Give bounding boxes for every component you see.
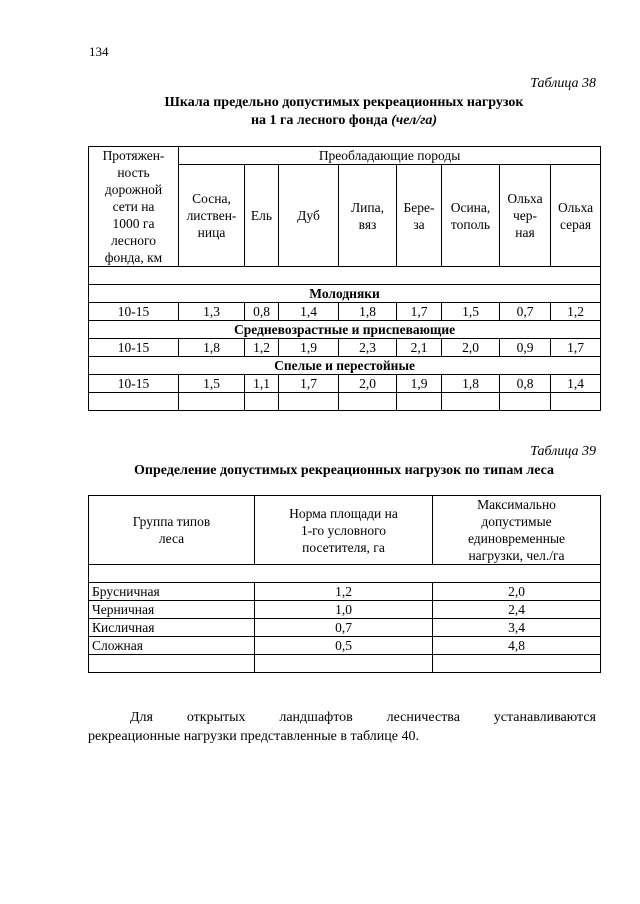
species-label-line: Ель <box>250 208 273 223</box>
section-header-row <box>89 321 601 339</box>
species-label <box>400 199 438 233</box>
value-cell: 1,8 <box>339 303 397 321</box>
section-header-row <box>89 285 601 303</box>
column-header-text-line: 1-го условного <box>300 522 387 538</box>
value-cell: 2,0 <box>433 583 601 601</box>
row-header-text-line: Протяжен- <box>102 148 165 163</box>
species-label-line: ница <box>197 225 226 240</box>
table-row <box>89 375 601 393</box>
row-header-text-line: лесного <box>111 233 156 248</box>
row-header-text-line: дорожной <box>104 182 163 197</box>
row-header-text-line: 1000 га <box>112 216 155 231</box>
value-cell: 1,4 <box>279 303 339 321</box>
row-header-text-line: сети на <box>112 199 155 214</box>
column-header-text-line: единовременные <box>467 531 566 546</box>
species-label-line: Осина, <box>450 199 491 215</box>
table-38 <box>88 146 601 411</box>
value-cell: 1,1 <box>245 375 279 393</box>
row-header-cell <box>89 147 179 267</box>
value-cell: 0,9 <box>500 339 551 357</box>
section-header-row <box>89 357 601 375</box>
species-label-line: Сосна, <box>192 191 231 206</box>
paragraph-word: Для <box>130 710 153 725</box>
species-label-line: чер- <box>512 208 538 223</box>
value-cell: 1,5 <box>442 303 500 321</box>
table-row <box>89 303 601 321</box>
species-label <box>342 199 393 233</box>
table-row <box>89 619 601 637</box>
column-header <box>255 496 433 565</box>
value-cell: 1,8 <box>442 375 500 393</box>
value-cell: 2,4 <box>433 601 601 619</box>
column-header-text-line: допустимые <box>481 514 552 529</box>
value-cell: 0,5 <box>255 637 433 655</box>
section-name: Молодняки <box>89 285 601 303</box>
species-header <box>179 165 245 267</box>
species-header <box>245 165 279 267</box>
species-label <box>445 199 496 233</box>
value-cell: 2,0 <box>442 339 500 357</box>
value-cell: 2,0 <box>339 375 397 393</box>
spacer-row <box>89 267 601 285</box>
table-row <box>89 601 601 619</box>
column-header-text-line: посетителя, га <box>302 539 385 555</box>
species-header <box>397 165 442 267</box>
range-cell: 10-15 <box>89 375 179 393</box>
spacer-row <box>89 565 601 583</box>
table-row <box>89 339 601 357</box>
value-cell: 1,7 <box>551 339 601 357</box>
species-header <box>279 165 339 267</box>
group-header-cell: Преобладающие породы <box>179 147 601 165</box>
table-39-title: Определение допустимых рекреационных нагрузок по типам леса <box>134 463 554 478</box>
value-cell: 0,7 <box>255 619 433 637</box>
species-label-line: вяз <box>358 216 377 232</box>
species-label <box>282 207 335 224</box>
species-label <box>248 207 275 224</box>
column-header-text <box>436 496 597 564</box>
value-cell: 1,2 <box>255 583 433 601</box>
paragraph-word: открытых <box>186 710 246 725</box>
row-header-text <box>92 147 175 266</box>
paragraph-word: ландшафтов <box>279 710 353 725</box>
value-cell: 1,9 <box>397 375 442 393</box>
section-name: Средневозрастные и приспевающие <box>89 321 601 339</box>
table-39-caption: Таблица 39 <box>530 444 596 459</box>
species-label-line: Липа, <box>351 199 384 215</box>
body-paragraph: Для открытых ландшафтов лесничества устанавливаются рекреационные нагрузки представленные в таблице 40. <box>88 710 596 744</box>
species-label-line: серая <box>559 216 592 232</box>
row-header-text-line: ность <box>117 165 150 180</box>
value-cell: 0,8 <box>500 375 551 393</box>
species-header <box>442 165 500 267</box>
range-cell: 10-15 <box>89 339 179 357</box>
paragraph-word: лесничества <box>386 710 460 725</box>
paragraph-word: устанавливаются <box>493 710 596 725</box>
value-cell: 2,1 <box>397 339 442 357</box>
forest-type-cell: Кисличная <box>89 619 255 637</box>
value-cell: 1,3 <box>179 303 245 321</box>
spacer-row <box>89 655 601 673</box>
page-number: 134 <box>89 44 109 59</box>
value-cell: 0,8 <box>245 303 279 321</box>
species-label-line: тополь <box>450 216 491 232</box>
species-label-line: за <box>413 216 425 232</box>
forest-type-cell: Черничная <box>89 601 255 619</box>
value-cell: 1,2 <box>551 303 601 321</box>
column-header-text-line: Максимально <box>477 497 556 512</box>
forest-type-cell: Брусничная <box>89 583 255 601</box>
value-cell: 1,9 <box>279 339 339 357</box>
species-header <box>339 165 397 267</box>
species-label-line: листвен- <box>186 208 237 223</box>
row-header-text-line: фонда, км <box>104 250 163 265</box>
table-38-caption: Таблица 38 <box>530 76 596 91</box>
species-label-line: Дуб <box>297 208 320 223</box>
species-label-line: ная <box>515 225 535 240</box>
table-row <box>89 637 601 655</box>
species-label <box>554 199 597 233</box>
value-cell: 1,5 <box>179 375 245 393</box>
range-cell: 10-15 <box>89 303 179 321</box>
species-label <box>503 190 547 241</box>
table-38-title: Шкала предельно допустимых рекреационных нагрузок на 1 га лесного фонда (чел/га) <box>164 95 524 128</box>
species-header <box>551 165 601 267</box>
column-header <box>89 496 255 565</box>
value-cell: 4,8 <box>433 637 601 655</box>
section-name: Спелые и перестойные <box>89 357 601 375</box>
column-header-text-line: леса <box>158 531 185 546</box>
column-header <box>433 496 601 565</box>
spacer-row <box>89 393 601 411</box>
table-row <box>89 583 601 601</box>
value-cell: 1,8 <box>179 339 245 357</box>
value-cell: 2,3 <box>339 339 397 357</box>
species-label-line: Ольха <box>557 199 594 215</box>
value-cell: 3,4 <box>433 619 601 637</box>
species-header <box>500 165 551 267</box>
table-39 <box>88 495 601 673</box>
value-cell: 1,2 <box>245 339 279 357</box>
column-header-text <box>258 505 429 556</box>
value-cell: 1,0 <box>255 601 433 619</box>
value-cell: 0,7 <box>500 303 551 321</box>
species-label <box>182 190 241 241</box>
column-header-text <box>92 513 251 547</box>
species-label-line: Ольха <box>507 191 543 206</box>
value-cell: 1,7 <box>397 303 442 321</box>
species-label-line: Бере- <box>403 199 435 215</box>
value-cell: 1,4 <box>551 375 601 393</box>
column-header-text-line: нагрузки, чел./га <box>468 548 565 563</box>
column-header-text-line: Группа типов <box>132 514 211 529</box>
column-header-text-line: Норма площади на <box>289 505 398 521</box>
value-cell: 1,7 <box>279 375 339 393</box>
forest-type-cell: Сложная <box>89 637 255 655</box>
